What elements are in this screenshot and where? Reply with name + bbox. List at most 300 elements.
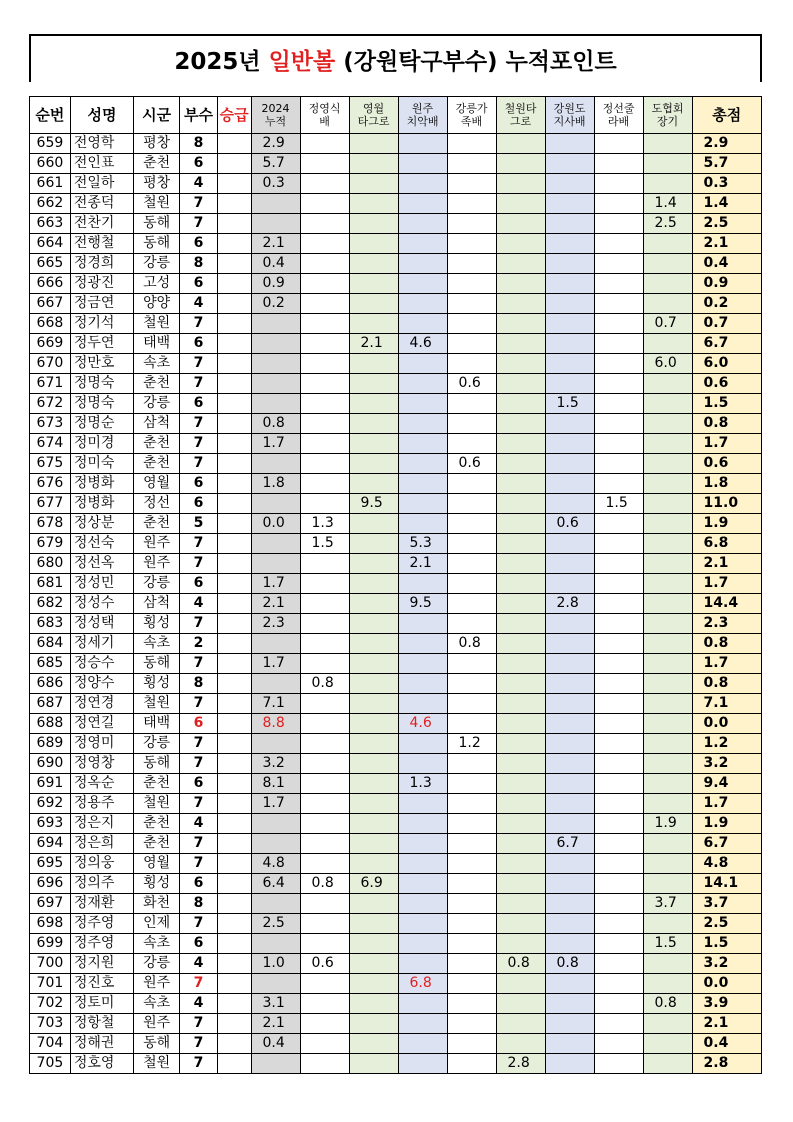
cell-tournament-7 [594, 854, 643, 874]
cell-city: 인제 [134, 914, 180, 934]
cell-name: 정명순 [70, 414, 133, 434]
cell-division: 8 [180, 894, 218, 914]
table-row [30, 394, 762, 414]
cell-tournament-3: 5.3 [398, 534, 447, 554]
cell-promotion [217, 694, 251, 714]
cell-2024-cumulative [251, 634, 300, 654]
cell-total: 11.0 [692, 494, 761, 514]
cell-city: 춘천 [134, 154, 180, 174]
cell-tournament-5 [496, 134, 545, 154]
cell-2024-cumulative [251, 194, 300, 214]
cell-tournament-1 [300, 694, 349, 714]
cell-tournament-6 [545, 314, 594, 334]
table-row [30, 694, 762, 714]
cell-tournament-7 [594, 634, 643, 654]
cell-tournament-2 [349, 514, 398, 534]
cell-no: 689 [30, 734, 71, 754]
cell-division: 7 [180, 914, 218, 934]
cell-no: 684 [30, 634, 71, 654]
cell-total: 1.4 [692, 194, 761, 214]
cell-tournament-6 [545, 974, 594, 994]
cell-tournament-7 [594, 434, 643, 454]
cell-no: 690 [30, 754, 71, 774]
cell-tournament-3: 6.8 [398, 974, 447, 994]
cell-tournament-8 [643, 494, 692, 514]
cell-2024-cumulative [251, 734, 300, 754]
cell-no: 677 [30, 494, 71, 514]
cell-2024-cumulative [251, 894, 300, 914]
cell-tournament-5 [496, 574, 545, 594]
cell-city: 삼척 [134, 414, 180, 434]
cell-tournament-8 [643, 674, 692, 694]
title-highlight: 일반볼 [268, 48, 336, 75]
cell-no: 676 [30, 474, 71, 494]
cell-tournament-6 [545, 194, 594, 214]
table-row [30, 254, 762, 274]
cell-tournament-6 [545, 214, 594, 234]
cell-total: 1.7 [692, 794, 761, 814]
cell-tournament-2 [349, 774, 398, 794]
cell-total: 0.8 [692, 674, 761, 694]
cell-no: 675 [30, 454, 71, 474]
cell-tournament-2: 6.9 [349, 874, 398, 894]
cell-tournament-5 [496, 194, 545, 214]
cell-tournament-3 [398, 494, 447, 514]
table-row [30, 914, 762, 934]
table-row [30, 1054, 762, 1074]
cell-tournament-4 [447, 1014, 496, 1034]
cell-division: 2 [180, 634, 218, 654]
cell-city: 춘천 [134, 374, 180, 394]
cell-tournament-7 [594, 174, 643, 194]
cell-division: 6 [180, 494, 218, 514]
cell-no: 686 [30, 674, 71, 694]
cell-division: 4 [180, 294, 218, 314]
cell-tournament-3 [398, 994, 447, 1014]
cell-total: 14.4 [692, 594, 761, 614]
cell-name: 정연경 [70, 694, 133, 714]
cell-tournament-7 [594, 534, 643, 554]
cell-tournament-6 [545, 254, 594, 274]
cell-promotion [217, 754, 251, 774]
cell-total: 7.1 [692, 694, 761, 714]
cell-tournament-6 [545, 274, 594, 294]
cell-tournament-2 [349, 174, 398, 194]
cell-tournament-6 [545, 334, 594, 354]
cell-tournament-4 [447, 334, 496, 354]
header-tournament-6: 강원도 지사배 [545, 97, 594, 134]
cell-no: 668 [30, 314, 71, 334]
cell-2024-cumulative [251, 534, 300, 554]
cell-division: 7 [180, 1014, 218, 1034]
cell-tournament-5 [496, 394, 545, 414]
cell-no: 670 [30, 354, 71, 374]
cell-tournament-5 [496, 214, 545, 234]
cell-division: 7 [180, 374, 218, 394]
table-row [30, 354, 762, 374]
cell-tournament-5 [496, 1014, 545, 1034]
cell-city: 춘천 [134, 774, 180, 794]
cell-tournament-5 [496, 254, 545, 274]
table-row [30, 1034, 762, 1054]
cell-tournament-6 [545, 614, 594, 634]
table-row [30, 1014, 762, 1034]
cell-no: 662 [30, 194, 71, 214]
cell-2024-cumulative: 3.2 [251, 754, 300, 774]
cell-promotion [217, 214, 251, 234]
cell-tournament-1 [300, 714, 349, 734]
cell-tournament-1 [300, 254, 349, 274]
cell-name: 정미숙 [70, 454, 133, 474]
cell-total: 0.4 [692, 254, 761, 274]
cell-tournament-8 [643, 134, 692, 154]
cell-tournament-5: 2.8 [496, 1054, 545, 1074]
cell-tournament-8: 6.0 [643, 354, 692, 374]
cell-promotion [217, 314, 251, 334]
cell-division: 7 [180, 1054, 218, 1074]
cell-tournament-2 [349, 714, 398, 734]
cell-tournament-4 [447, 194, 496, 214]
table-row [30, 494, 762, 514]
cell-2024-cumulative: 1.7 [251, 574, 300, 594]
cell-total: 6.8 [692, 534, 761, 554]
cell-tournament-3 [398, 474, 447, 494]
cell-promotion [217, 994, 251, 1014]
cell-tournament-2 [349, 654, 398, 674]
cell-promotion [217, 454, 251, 474]
cell-tournament-2 [349, 614, 398, 634]
cell-tournament-3 [398, 654, 447, 674]
cell-division: 7 [180, 1034, 218, 1054]
cell-division: 6 [180, 574, 218, 594]
cell-no: 661 [30, 174, 71, 194]
cell-tournament-3 [398, 954, 447, 974]
cell-name: 정의웅 [70, 854, 133, 874]
cell-name: 전종덕 [70, 194, 133, 214]
cell-no: 698 [30, 914, 71, 934]
cell-2024-cumulative [251, 674, 300, 694]
cell-division: 7 [180, 314, 218, 334]
title-suffix: (강원탁구부수) 누적포인트 [335, 48, 617, 75]
cell-promotion [217, 914, 251, 934]
cell-tournament-8 [643, 834, 692, 854]
cell-tournament-4 [447, 154, 496, 174]
cell-no: 672 [30, 394, 71, 414]
cell-tournament-4 [447, 694, 496, 714]
cell-tournament-5 [496, 1034, 545, 1054]
cell-tournament-2 [349, 954, 398, 974]
cell-tournament-3 [398, 614, 447, 634]
cell-2024-cumulative: 1.7 [251, 434, 300, 454]
cell-tournament-4 [447, 814, 496, 834]
cell-promotion [217, 234, 251, 254]
cell-2024-cumulative [251, 314, 300, 334]
cell-tournament-3 [398, 934, 447, 954]
cell-no: 673 [30, 414, 71, 434]
cell-promotion [217, 974, 251, 994]
cell-2024-cumulative [251, 374, 300, 394]
cell-tournament-4 [447, 874, 496, 894]
cell-tournament-8 [643, 1014, 692, 1034]
cell-tournament-3 [398, 754, 447, 774]
cell-2024-cumulative: 2.9 [251, 134, 300, 154]
table-row [30, 214, 762, 234]
cell-promotion [217, 814, 251, 834]
cell-total: 3.2 [692, 754, 761, 774]
cell-tournament-3 [398, 254, 447, 274]
cell-promotion [217, 634, 251, 654]
cell-division: 8 [180, 134, 218, 154]
cell-tournament-4 [447, 294, 496, 314]
cell-2024-cumulative [251, 814, 300, 834]
cell-tournament-2 [349, 934, 398, 954]
cell-promotion [217, 534, 251, 554]
cell-tournament-2 [349, 634, 398, 654]
cell-tournament-7 [594, 994, 643, 1014]
cell-division: 7 [180, 614, 218, 634]
cell-tournament-6 [545, 814, 594, 834]
header-tournament-4: 강릉가 족배 [447, 97, 496, 134]
cell-tournament-6: 6.7 [545, 834, 594, 854]
cell-tournament-7 [594, 654, 643, 674]
cell-tournament-2 [349, 534, 398, 554]
cell-tournament-8 [643, 274, 692, 294]
cell-division: 7 [180, 754, 218, 774]
cell-division: 7 [180, 214, 218, 234]
cell-promotion [217, 274, 251, 294]
cell-tournament-1: 0.6 [300, 954, 349, 974]
cell-tournament-4 [447, 914, 496, 934]
cell-division: 8 [180, 674, 218, 694]
cell-name: 정주영 [70, 914, 133, 934]
cell-tournament-3: 4.6 [398, 714, 447, 734]
cell-promotion [217, 934, 251, 954]
cell-no: 666 [30, 274, 71, 294]
cell-tournament-5 [496, 994, 545, 1014]
cell-tournament-1 [300, 654, 349, 674]
cell-tournament-2 [349, 674, 398, 694]
cell-tournament-3 [398, 1034, 447, 1054]
cell-tournament-8: 0.7 [643, 314, 692, 334]
header-city: 시군 [134, 97, 180, 134]
cell-tournament-7 [594, 614, 643, 634]
cell-tournament-5 [496, 974, 545, 994]
cell-tournament-4 [447, 714, 496, 734]
cell-tournament-8 [643, 914, 692, 934]
cell-tournament-6 [545, 1014, 594, 1034]
cell-tournament-4 [447, 234, 496, 254]
cell-division: 7 [180, 734, 218, 754]
table-row [30, 534, 762, 554]
cell-2024-cumulative: 2.1 [251, 594, 300, 614]
cell-city: 철원 [134, 314, 180, 334]
cell-tournament-4 [447, 934, 496, 954]
cell-tournament-4 [447, 434, 496, 454]
cell-total: 3.7 [692, 894, 761, 914]
cell-name: 정성택 [70, 614, 133, 634]
cell-promotion [217, 1054, 251, 1074]
cell-tournament-8 [643, 514, 692, 534]
cell-name: 전일하 [70, 174, 133, 194]
cell-tournament-1 [300, 794, 349, 814]
cell-tournament-7 [594, 594, 643, 614]
cell-2024-cumulative [251, 554, 300, 574]
cell-name: 정성수 [70, 594, 133, 614]
cell-tournament-5 [496, 434, 545, 454]
cell-2024-cumulative [251, 494, 300, 514]
cell-tournament-8 [643, 1054, 692, 1074]
cell-city: 영월 [134, 474, 180, 494]
cell-tournament-7 [594, 934, 643, 954]
cell-tournament-1: 0.8 [300, 674, 349, 694]
cell-total: 2.3 [692, 614, 761, 634]
cell-tournament-6 [545, 374, 594, 394]
cell-division: 6 [180, 714, 218, 734]
cell-tournament-6: 1.5 [545, 394, 594, 414]
cell-name: 정성민 [70, 574, 133, 594]
cell-tournament-8 [643, 574, 692, 594]
cell-tournament-2: 2.1 [349, 334, 398, 354]
cell-2024-cumulative [251, 214, 300, 234]
cell-tournament-7 [594, 134, 643, 154]
header-tournament-1: 정영식 배 [300, 97, 349, 134]
cell-promotion [217, 774, 251, 794]
cell-total: 1.5 [692, 394, 761, 414]
cell-division: 8 [180, 254, 218, 274]
cell-tournament-5 [496, 414, 545, 434]
cell-name: 정영미 [70, 734, 133, 754]
table-row [30, 834, 762, 854]
cell-tournament-5 [496, 774, 545, 794]
cell-tournament-1 [300, 234, 349, 254]
cell-city: 철원 [134, 694, 180, 714]
cell-tournament-3 [398, 134, 447, 154]
cell-total: 2.8 [692, 1054, 761, 1074]
table-row [30, 934, 762, 954]
cell-promotion [217, 854, 251, 874]
cell-tournament-1 [300, 194, 349, 214]
cell-tournament-2 [349, 394, 398, 414]
cell-tournament-7 [594, 714, 643, 734]
cell-division: 7 [180, 434, 218, 454]
cell-tournament-1 [300, 994, 349, 1014]
cell-no: 704 [30, 1034, 71, 1054]
cell-tournament-7 [594, 294, 643, 314]
header-no: 순번 [30, 97, 71, 134]
cell-tournament-5 [496, 154, 545, 174]
cell-tournament-7 [594, 274, 643, 294]
cell-division: 4 [180, 594, 218, 614]
cell-city: 동해 [134, 234, 180, 254]
cell-tournament-8 [643, 394, 692, 414]
cell-tournament-1 [300, 614, 349, 634]
cell-tournament-6 [545, 994, 594, 1014]
cell-total: 0.0 [692, 714, 761, 734]
table-row [30, 134, 762, 154]
table-row [30, 334, 762, 354]
cell-tournament-2 [349, 894, 398, 914]
cell-tournament-6 [545, 174, 594, 194]
cell-division: 7 [180, 834, 218, 854]
cell-2024-cumulative [251, 834, 300, 854]
cell-division: 7 [180, 354, 218, 374]
cell-tournament-1 [300, 154, 349, 174]
cell-tournament-7 [594, 214, 643, 234]
cell-no: 680 [30, 554, 71, 574]
cell-tournament-7 [594, 754, 643, 774]
cell-tournament-5 [496, 534, 545, 554]
cell-tournament-6 [545, 734, 594, 754]
points-table [29, 96, 762, 1074]
cell-city: 동해 [134, 1034, 180, 1054]
cell-city: 평창 [134, 134, 180, 154]
table-row [30, 154, 762, 174]
cell-tournament-6 [545, 1054, 594, 1074]
cell-city: 속초 [134, 994, 180, 1014]
cell-total: 9.4 [692, 774, 761, 794]
cell-tournament-7 [594, 474, 643, 494]
cell-no: 685 [30, 654, 71, 674]
cell-total: 2.5 [692, 214, 761, 234]
cell-tournament-4 [447, 534, 496, 554]
cell-total: 5.7 [692, 154, 761, 174]
cell-promotion [217, 614, 251, 634]
cell-tournament-8: 1.4 [643, 194, 692, 214]
cell-name: 정승수 [70, 654, 133, 674]
cell-tournament-5 [496, 634, 545, 654]
cell-no: 699 [30, 934, 71, 954]
cell-tournament-1 [300, 1034, 349, 1054]
cell-name: 전행철 [70, 234, 133, 254]
cell-tournament-1 [300, 294, 349, 314]
cell-total: 0.0 [692, 974, 761, 994]
cell-tournament-8: 0.8 [643, 994, 692, 1014]
cell-tournament-2 [349, 454, 398, 474]
cell-tournament-4 [447, 394, 496, 414]
cell-tournament-2 [349, 994, 398, 1014]
cell-tournament-1 [300, 414, 349, 434]
cell-tournament-7 [594, 774, 643, 794]
cell-total: 0.6 [692, 374, 761, 394]
cell-2024-cumulative [251, 454, 300, 474]
table-row [30, 634, 762, 654]
cell-tournament-3 [398, 814, 447, 834]
cell-tournament-6 [545, 854, 594, 874]
title-box [29, 34, 762, 82]
cell-tournament-5 [496, 814, 545, 834]
cell-tournament-1 [300, 754, 349, 774]
cell-tournament-5 [496, 294, 545, 314]
cell-tournament-1 [300, 1054, 349, 1074]
cell-tournament-3 [398, 734, 447, 754]
table-row [30, 974, 762, 994]
cell-promotion [217, 674, 251, 694]
cell-2024-cumulative: 7.1 [251, 694, 300, 714]
cell-tournament-4 [447, 314, 496, 334]
cell-no: 687 [30, 694, 71, 714]
cell-tournament-1 [300, 1014, 349, 1034]
cell-name: 정경희 [70, 254, 133, 274]
cell-tournament-2 [349, 794, 398, 814]
cell-tournament-5 [496, 654, 545, 674]
cell-promotion [217, 874, 251, 894]
cell-tournament-5 [496, 714, 545, 734]
cell-tournament-7 [594, 1034, 643, 1054]
cell-tournament-8: 1.5 [643, 934, 692, 954]
cell-division: 7 [180, 554, 218, 574]
cell-promotion [217, 394, 251, 414]
cell-total: 1.9 [692, 814, 761, 834]
